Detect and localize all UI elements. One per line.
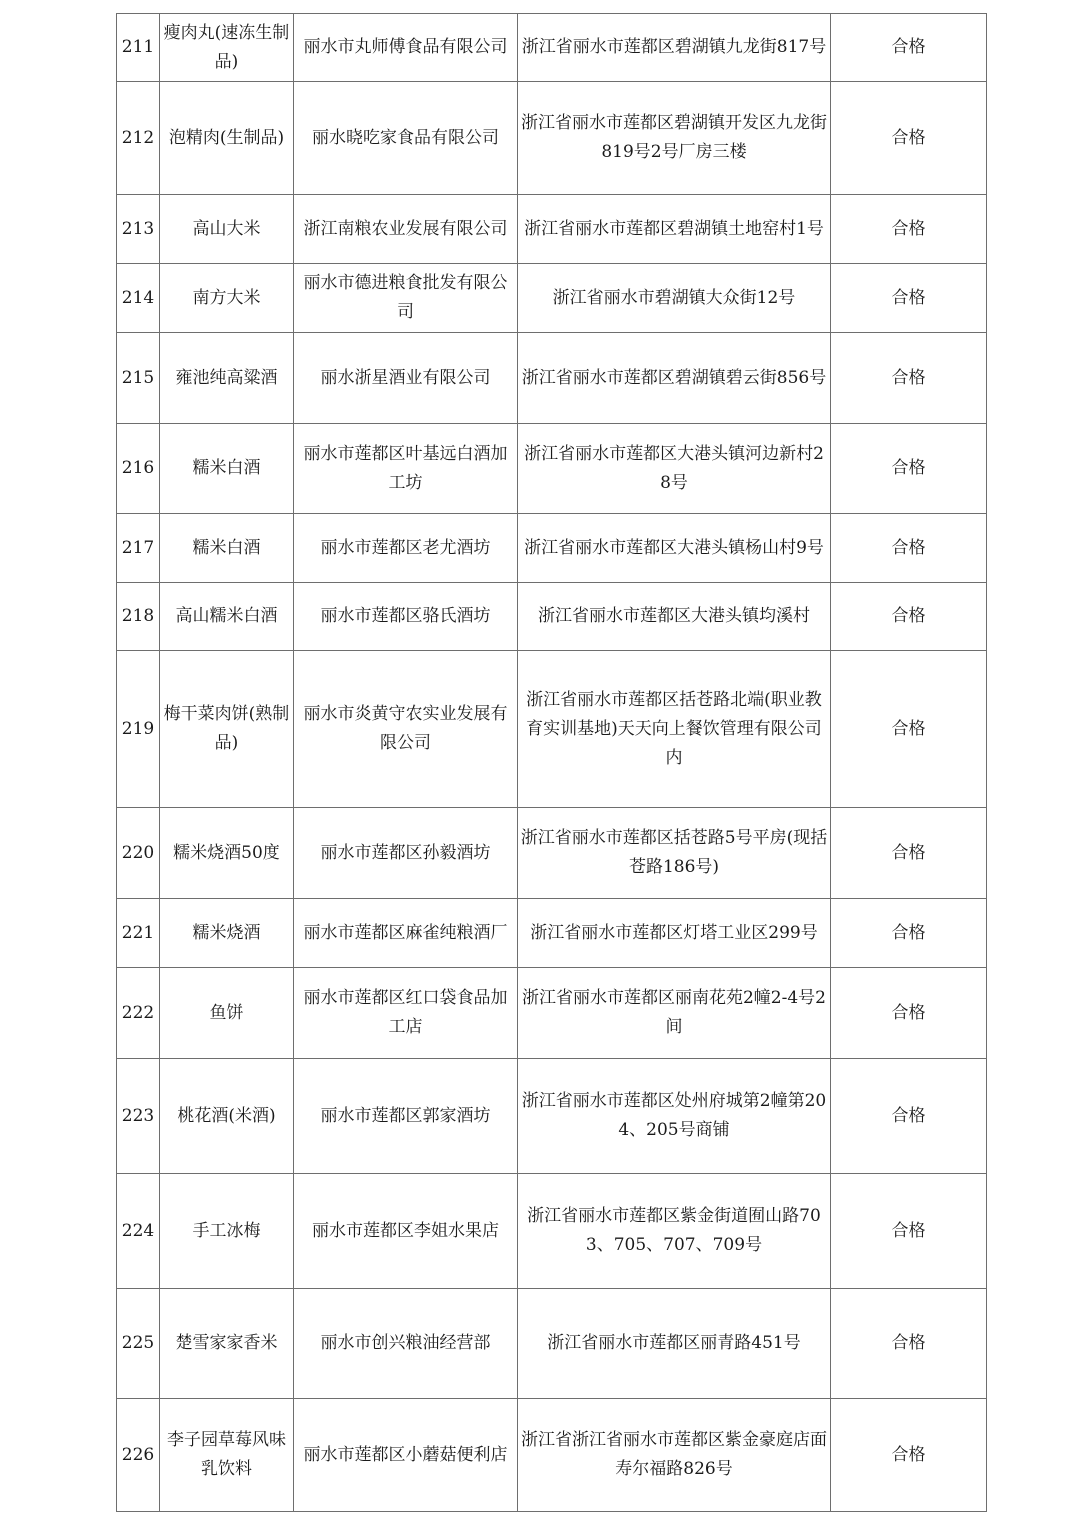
producer-company: 丽水市莲都区李姐水果店 <box>294 1174 518 1289</box>
row-number: 211 <box>117 14 160 82</box>
inspection-result: 合格 <box>831 333 987 424</box>
row-number: 222 <box>117 968 160 1059</box>
producer-company: 丽水市创兴粮油经营部 <box>294 1289 518 1399</box>
product-name: 糯米烧酒 <box>160 899 294 968</box>
product-name: 李子园草莓风味乳饮料 <box>160 1399 294 1512</box>
producer-address: 浙江省丽水市莲都区碧湖镇土地窑村1号 <box>518 195 831 264</box>
producer-company: 丽水市莲都区骆氏酒坊 <box>294 583 518 651</box>
product-name: 桃花酒(米酒) <box>160 1059 294 1174</box>
table-row <box>117 1059 987 1174</box>
inspection-result: 合格 <box>831 583 987 651</box>
product-name: 南方大米 <box>160 264 294 333</box>
product-name: 手工冰梅 <box>160 1174 294 1289</box>
producer-company: 丽水市莲都区孙毅酒坊 <box>294 808 518 899</box>
producer-address: 浙江省丽水市莲都区丽青路451号 <box>518 1289 831 1399</box>
product-name: 糯米白酒 <box>160 424 294 514</box>
producer-company: 丽水市德进粮食批发有限公司 <box>294 264 518 333</box>
inspection-result: 合格 <box>831 424 987 514</box>
table-row <box>117 651 987 808</box>
producer-company: 丽水市莲都区红口袋食品加工店 <box>294 968 518 1059</box>
row-number: 218 <box>117 583 160 651</box>
row-number: 226 <box>117 1399 160 1512</box>
table-row <box>117 14 987 82</box>
document-page <box>116 13 987 1512</box>
inspection-result: 合格 <box>831 14 987 82</box>
table-body <box>117 14 987 1512</box>
table-row <box>117 333 987 424</box>
row-number: 223 <box>117 1059 160 1174</box>
producer-address: 浙江省丽水市莲都区碧湖镇九龙街817号 <box>518 14 831 82</box>
inspection-results-table <box>116 13 987 1512</box>
producer-company: 丽水浙星酒业有限公司 <box>294 333 518 424</box>
inspection-result: 合格 <box>831 899 987 968</box>
product-name: 梅干菜肉饼(熟制品) <box>160 651 294 808</box>
row-number: 219 <box>117 651 160 808</box>
table-row <box>117 808 987 899</box>
table-row <box>117 82 987 195</box>
producer-address: 浙江省丽水市莲都区碧湖镇碧云街856号 <box>518 333 831 424</box>
product-name: 鱼饼 <box>160 968 294 1059</box>
producer-address: 浙江省丽水市莲都区丽南花苑2幢2-4号2间 <box>518 968 831 1059</box>
producer-company: 丽水市莲都区郭家酒坊 <box>294 1059 518 1174</box>
row-number: 213 <box>117 195 160 264</box>
product-name: 糯米白酒 <box>160 514 294 583</box>
producer-address: 浙江省丽水市莲都区大港头镇均溪村 <box>518 583 831 651</box>
producer-company: 丽水市丸师傅食品有限公司 <box>294 14 518 82</box>
row-number: 217 <box>117 514 160 583</box>
table-row <box>117 583 987 651</box>
table-row <box>117 514 987 583</box>
row-number: 215 <box>117 333 160 424</box>
producer-address: 浙江省丽水市莲都区大港头镇河边新村28号 <box>518 424 831 514</box>
producer-company: 丽水市莲都区老尤酒坊 <box>294 514 518 583</box>
product-name: 高山糯米白酒 <box>160 583 294 651</box>
producer-address: 浙江省丽水市莲都区处州府城第2幢第204、205号商铺 <box>518 1059 831 1174</box>
inspection-result: 合格 <box>831 1059 987 1174</box>
inspection-result: 合格 <box>831 808 987 899</box>
product-name: 瘦肉丸(速冻生制品) <box>160 14 294 82</box>
row-number: 216 <box>117 424 160 514</box>
product-name: 楚雪家家香米 <box>160 1289 294 1399</box>
product-name: 雍池纯高粱酒 <box>160 333 294 424</box>
producer-company: 丽水市莲都区小蘑菇便利店 <box>294 1399 518 1512</box>
inspection-result: 合格 <box>831 1399 987 1512</box>
table-row <box>117 1174 987 1289</box>
row-number: 224 <box>117 1174 160 1289</box>
table-row <box>117 899 987 968</box>
table-row <box>117 1289 987 1399</box>
producer-company: 丽水市莲都区麻雀纯粮酒厂 <box>294 899 518 968</box>
product-name: 高山大米 <box>160 195 294 264</box>
table-row <box>117 424 987 514</box>
product-name: 糯米烧酒50度 <box>160 808 294 899</box>
producer-address: 浙江省丽水市莲都区紫金街道囿山路703、705、707、709号 <box>518 1174 831 1289</box>
producer-address: 浙江省丽水市莲都区碧湖镇开发区九龙街819号2号厂房三楼 <box>518 82 831 195</box>
row-number: 220 <box>117 808 160 899</box>
row-number: 225 <box>117 1289 160 1399</box>
row-number: 212 <box>117 82 160 195</box>
inspection-result: 合格 <box>831 195 987 264</box>
producer-address: 浙江省丽水市莲都区灯塔工业区299号 <box>518 899 831 968</box>
product-name: 泡精肉(生制品) <box>160 82 294 195</box>
table-row <box>117 1399 987 1512</box>
table-row <box>117 195 987 264</box>
row-number: 221 <box>117 899 160 968</box>
producer-address: 浙江省浙江省丽水市莲都区紫金豪庭店面寿尔福路826号 <box>518 1399 831 1512</box>
inspection-result: 合格 <box>831 82 987 195</box>
producer-company: 丽水市莲都区叶基远白酒加工坊 <box>294 424 518 514</box>
row-number: 214 <box>117 264 160 333</box>
producer-address: 浙江省丽水市莲都区大港头镇杨山村9号 <box>518 514 831 583</box>
inspection-result: 合格 <box>831 651 987 808</box>
producer-address: 浙江省丽水市莲都区括苍路5号平房(现括苍路186号) <box>518 808 831 899</box>
producer-company: 浙江南粮农业发展有限公司 <box>294 195 518 264</box>
producer-address: 浙江省丽水市碧湖镇大众街12号 <box>518 264 831 333</box>
inspection-result: 合格 <box>831 968 987 1059</box>
inspection-result: 合格 <box>831 1174 987 1289</box>
producer-company: 丽水晓吃家食品有限公司 <box>294 82 518 195</box>
table-row <box>117 968 987 1059</box>
producer-address: 浙江省丽水市莲都区括苍路北端(职业教育实训基地)天天向上餐饮管理有限公司内 <box>518 651 831 808</box>
inspection-result: 合格 <box>831 1289 987 1399</box>
inspection-result: 合格 <box>831 514 987 583</box>
inspection-result: 合格 <box>831 264 987 333</box>
table-row <box>117 264 987 333</box>
producer-company: 丽水市炎黄守农实业发展有限公司 <box>294 651 518 808</box>
